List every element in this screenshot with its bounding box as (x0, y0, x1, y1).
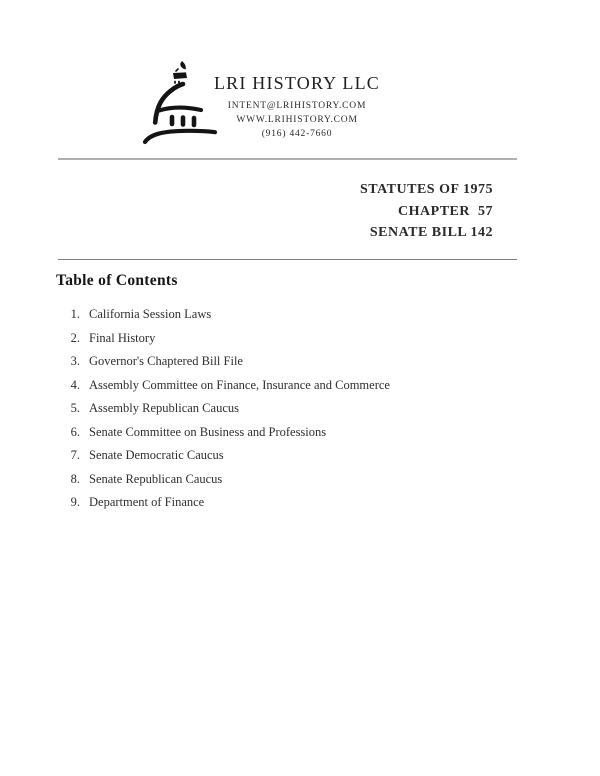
toc-item-label: Senate Democratic Caucus (89, 448, 224, 462)
toc-item (0, 421, 600, 445)
toc-title: Table of Contents (56, 272, 178, 289)
toc-item-number: 8. (70, 471, 80, 486)
toc-item (0, 327, 600, 351)
toc-item (0, 374, 600, 398)
toc-item-label: California Session Laws (89, 307, 212, 321)
toc-item-number: 3. (70, 354, 80, 368)
toc-item-label: Department of Finance (89, 495, 205, 509)
statutes-line: STATUTES OF 1975 (360, 182, 493, 197)
toc-item (0, 350, 600, 374)
toc-item (0, 303, 600, 327)
toc-list (0, 303, 600, 515)
toc-item-number: 7. (70, 448, 80, 462)
toc-item (0, 444, 600, 468)
horizontal-rule-bottom (58, 259, 517, 260)
document-reference-block (360, 179, 493, 244)
email-line: INTENT@LRIHISTORY.COM (227, 101, 367, 111)
toc-item-label: Governor's Chaptered Bill File (89, 354, 243, 368)
phone-line: (916) 442-7660 (261, 129, 333, 139)
horizontal-rule-top (58, 158, 517, 160)
toc-item-number: 6. (70, 424, 80, 439)
letterhead (147, 74, 447, 141)
toc-item-label: Final History (89, 330, 156, 345)
toc-item (0, 397, 600, 421)
toc-item-label: Senate Committee on Business and Professions (89, 424, 327, 439)
website-line: WWW.LRIHISTORY.COM (236, 115, 358, 125)
chapter-line: CHAPTER 57 (398, 203, 493, 219)
toc-item-number: 1. (70, 307, 80, 321)
toc-item-number: 5. (70, 401, 80, 415)
toc-item (0, 468, 600, 492)
toc-item-number: 2. (70, 330, 80, 345)
toc-item-label: Senate Republican Caucus (89, 471, 223, 486)
toc-item-label: Assembly Republican Caucus (89, 401, 239, 415)
toc-item-label: Assembly Committee on Finance, Insurance and Commerce (89, 377, 390, 392)
toc-item (0, 491, 600, 515)
senate-bill-line: SENATE BILL 142 (369, 225, 493, 240)
toc-item-number: 4. (70, 377, 80, 392)
company-name: LRI HISTORY LLC (213, 73, 380, 93)
toc-item-number: 9. (70, 495, 80, 509)
